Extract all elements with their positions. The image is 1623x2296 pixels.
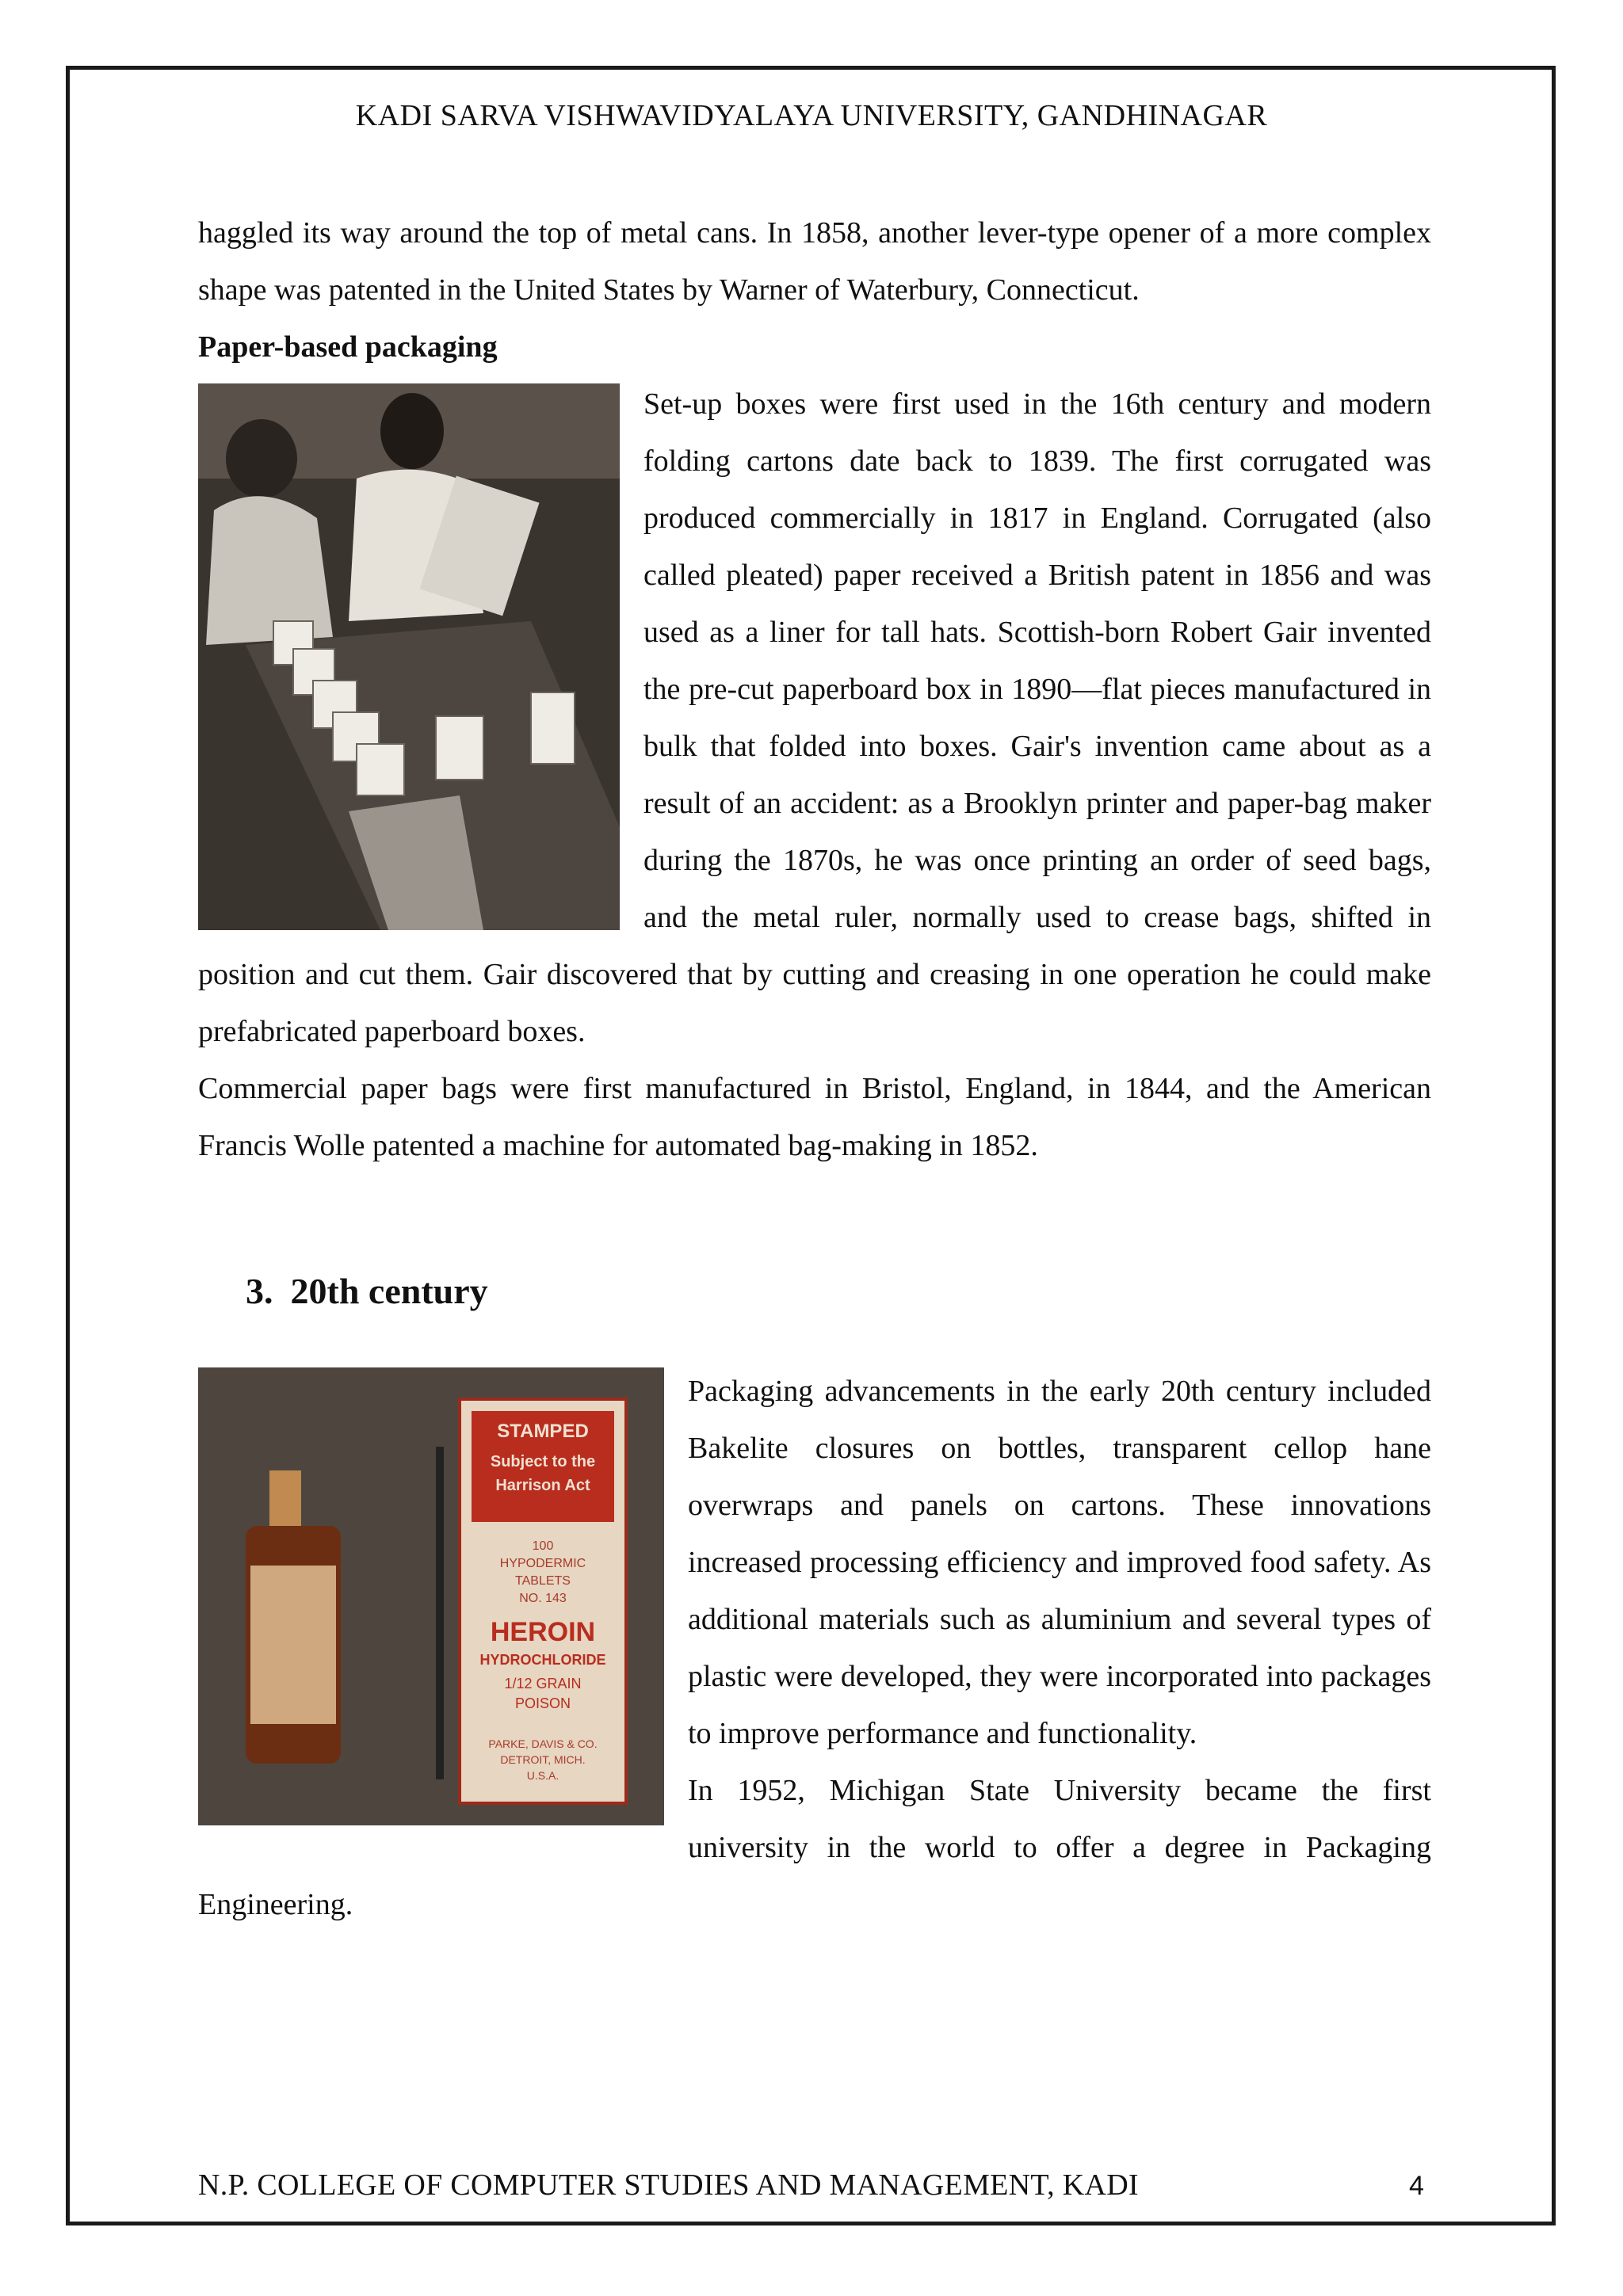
section-title: 20th century (290, 1271, 488, 1311)
box-tablets-label: TABLETS (515, 1574, 571, 1588)
box-country-label: U.S.A. (526, 1769, 559, 1782)
page-footer: N.P. COLLEGE OF COMPUTER STUDIES AND MANAGEMENT, KADI (198, 2168, 1139, 2202)
box-hydrochloride-label: HYDROCHLORIDE (479, 1652, 606, 1668)
intro-paragraph: haggled its way around the top of metal cans. In 1858, another lever-type opener of a more complex shape was patented in the United States by Warner of Waterbury, Connecticut. (198, 216, 1431, 307)
factory-illustration (198, 383, 620, 930)
paper-packaging-paragraph: Set-up boxes were first used in the 16th century and modern folding cartons date back to 1839. The first corrugated was produced commercially in 1817 in England. Corrugated (also called pleated) paper received a British patent in 1856 and was used as a liner for tall hats. Scottish-born Robert Gair invented the pre-cut paperboard box in 1890—flat pieces manufactured in bulk that folded into boxes. Gair's invention came about as a result of an accident: as a Brooklyn printer and paper-bag maker during the 1870s, he was once printing an order of seed bags, and the metal ruler, normally used to crease bags, shifted in position and cut them. Gair discovered that by cutting and creasing in one operation he could make prefabricated paperboard boxes. (198, 387, 1431, 1048)
section-number: 3. (246, 1271, 273, 1311)
page-number: 4 (1409, 2171, 1424, 2201)
paper-packaging-heading: Paper-based packaging (198, 330, 498, 364)
century-paragraph: Packaging advancements in the early 20th century included Bakelite closures on bottles, transparent cellop hane overwraps and panels on cartons. These innovations increased processing efficiency and improved food safety. As additional materials such as aluminium and several types of plastic were developed, they were incorporated into packages to improve performance and functionality. (688, 1375, 1431, 1750)
box-number-label: NO. 143 (519, 1592, 567, 1605)
paper-bags-paragraph: Commercial paper bags were first manufactured in Bristol, England, in 1844, and the American Francis Wolle patented a machine for automated bag-making in 1852. (198, 1072, 1431, 1162)
box-stamped-label: STAMPED (497, 1421, 589, 1442)
page-header: KADI SARVA VISHWAVIDYALAYA UNIVERSITY, GANDHINAGAR (355, 99, 1268, 132)
main-content (198, 204, 1431, 1933)
box-act-label: Harrison Act (495, 1477, 590, 1494)
msu-paragraph: In 1952, Michigan State University became the first university in the world to offer a degree in Packaging Engineering. (198, 1774, 1431, 1921)
box-maker-label: PARKE, DAVIS & CO. (488, 1737, 598, 1750)
box-city-label: DETROIT, MICH. (500, 1753, 586, 1766)
box-heroin-label: HEROIN (490, 1617, 596, 1647)
factory-workers-photo (198, 383, 620, 930)
box-poison-label: POISON (514, 1695, 571, 1711)
box-hypodermic-label: HYPODERMIC (499, 1557, 586, 1570)
section-heading (246, 1268, 1431, 1315)
bottle-illustration (198, 1367, 664, 1825)
box-grain-label: 1/12 GRAIN (504, 1676, 582, 1691)
box-count-label: 100 (532, 1539, 554, 1553)
heroin-bottle-photo (198, 1367, 664, 1825)
box-subject-label: Subject to the (490, 1453, 596, 1470)
